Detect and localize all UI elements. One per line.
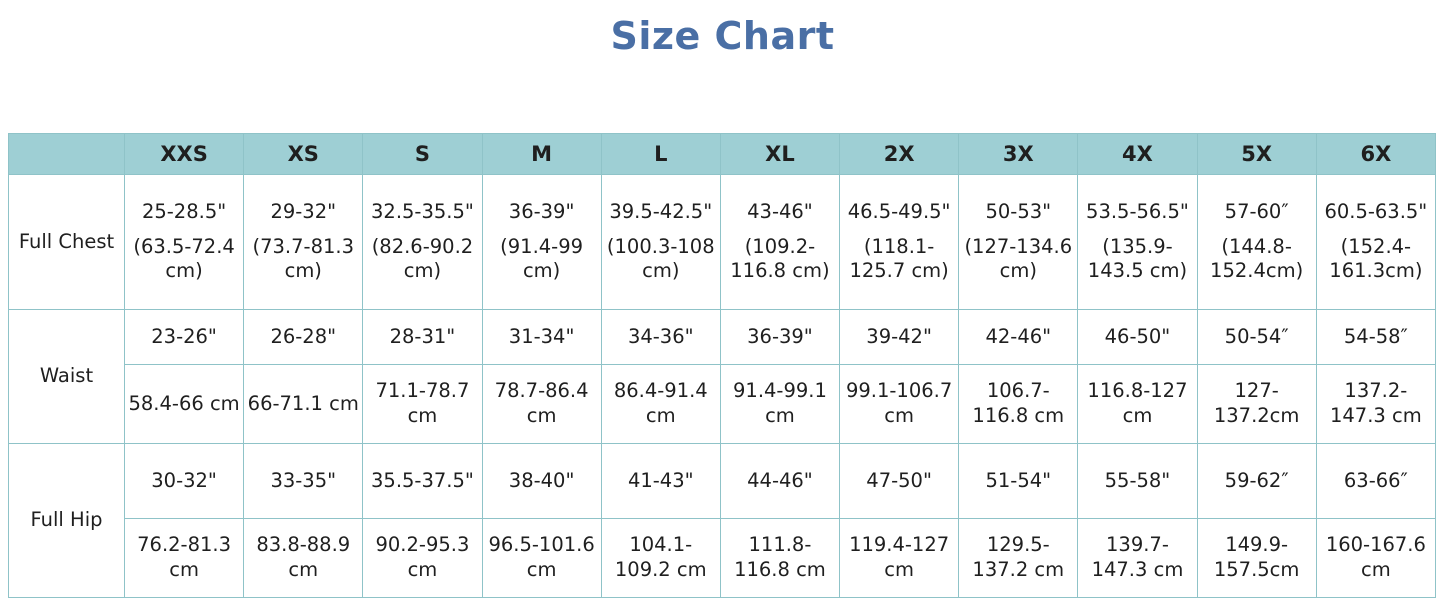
cell-value-cm: (127-134.6 cm) <box>964 234 1073 283</box>
cell-full-hip-s-cm: 90.2-95.3 cm <box>363 519 482 598</box>
cell-full-hip-xs-cm: 83.8-88.9 cm <box>244 519 363 598</box>
cell-full-chest-3x <box>959 175 1078 310</box>
cell-waist-2x-inches: 39-42" <box>840 310 959 365</box>
cell-spacer <box>128 225 240 235</box>
cell-value-inches: 43-46" <box>747 199 813 223</box>
cell-spacer <box>1201 225 1313 235</box>
cell-value-inches: 36-39" <box>508 199 575 223</box>
cell-value-inches: 32.5-35.5" <box>371 199 474 223</box>
row-label-waist: Waist <box>9 310 125 444</box>
cell-waist-4x-inches: 46-50" <box>1078 310 1197 365</box>
cell-spacer <box>1081 225 1193 235</box>
cell-value-inches: 60.5-63.5" <box>1324 199 1428 223</box>
cell-full-hip-6x-inches: 63-66″ <box>1316 444 1435 519</box>
cell-full-hip-3x-cm: 129.5-137.2 cm <box>959 519 1078 598</box>
cell-full-chest-s <box>363 175 482 310</box>
cell-waist-m-cm: 78.7-86.4 cm <box>482 365 601 444</box>
size-chart-table-container <box>8 133 1436 598</box>
table-header <box>9 134 1436 175</box>
cell-value-cm: (73.7-81.3 cm) <box>252 234 354 283</box>
cell-value-cm: (82.6-90.2 cm) <box>371 234 474 283</box>
cell-waist-4x-cm: 116.8-127 cm <box>1078 365 1197 444</box>
cell-spacer <box>247 225 359 235</box>
cell-full-hip-xl-inches: 44-46" <box>720 444 839 519</box>
cell-waist-s-inches: 28-31" <box>363 310 482 365</box>
cell-value-cm: (118.1-125.7 cm) <box>849 234 949 283</box>
cell-waist-l-cm: 86.4-91.4 cm <box>601 365 720 444</box>
cell-full-chest-xs <box>244 175 363 310</box>
cell-full-hip-4x-inches: 55-58" <box>1078 444 1197 519</box>
table-row <box>9 310 1436 365</box>
cell-value-cm: (144.8-152.4cm) <box>1210 234 1304 283</box>
cell-value-cm: (100.3-108 cm) <box>606 234 715 283</box>
column-header-m: M <box>482 134 601 175</box>
column-header-xs: XS <box>244 134 363 175</box>
cell-full-hip-l-inches: 41-43" <box>601 444 720 519</box>
table-row <box>9 444 1436 519</box>
row-label-full-hip: Full Hip <box>9 444 125 598</box>
cell-value-inches: 50-53" <box>985 199 1052 223</box>
cell-waist-5x-cm: 127-137.2cm <box>1197 365 1316 444</box>
cell-full-hip-5x-cm: 149.9-157.5cm <box>1197 519 1316 598</box>
table-row <box>9 365 1436 444</box>
cell-full-hip-3x-inches: 51-54" <box>959 444 1078 519</box>
table-body <box>9 175 1436 598</box>
cell-spacer <box>366 225 478 235</box>
cell-waist-6x-inches: 54-58″ <box>1316 310 1435 365</box>
cell-value-cm: (135.9-143.5 cm) <box>1087 234 1188 283</box>
cell-full-chest-5x <box>1197 175 1316 310</box>
cell-waist-xxs-cm: 58.4-66 cm <box>125 365 244 444</box>
cell-full-chest-2x <box>840 175 959 310</box>
cell-waist-xxs-inches: 23-26" <box>125 310 244 365</box>
cell-waist-l-inches: 34-36" <box>601 310 720 365</box>
cell-full-chest-l <box>601 175 720 310</box>
cell-waist-2x-cm: 99.1-106.7 cm <box>840 365 959 444</box>
table-row <box>9 519 1436 598</box>
cell-full-hip-2x-cm: 119.4-127 cm <box>840 519 959 598</box>
row-label-full-chest: Full Chest <box>9 175 125 310</box>
table-header-row <box>9 134 1436 175</box>
cell-full-chest-xxs <box>125 175 244 310</box>
cell-spacer <box>724 225 836 235</box>
cell-waist-xl-cm: 91.4-99.1 cm <box>720 365 839 444</box>
cell-value-cm: (91.4-99 cm) <box>500 234 584 283</box>
size-chart-table <box>8 133 1436 598</box>
cell-full-chest-xl <box>720 175 839 310</box>
cell-value-cm: (109.2-116.8 cm) <box>730 234 830 283</box>
cell-value-inches: 53.5-56.5" <box>1086 199 1189 223</box>
cell-full-hip-s-inches: 35.5-37.5" <box>363 444 482 519</box>
column-header-s: S <box>363 134 482 175</box>
cell-full-hip-2x-inches: 47-50" <box>840 444 959 519</box>
cell-waist-xl-inches: 36-39" <box>720 310 839 365</box>
cell-waist-3x-cm: 106.7-116.8 cm <box>959 365 1078 444</box>
column-header-6x: 6X <box>1316 134 1435 175</box>
cell-full-hip-l-cm: 104.1-109.2 cm <box>601 519 720 598</box>
cell-full-chest-4x <box>1078 175 1197 310</box>
cell-waist-m-inches: 31-34" <box>482 310 601 365</box>
cell-value-cm: (63.5-72.4 cm) <box>133 234 235 283</box>
column-header-xxs: XXS <box>125 134 244 175</box>
cell-value-inches: 29-32" <box>270 199 337 223</box>
cell-full-hip-4x-cm: 139.7-147.3 cm <box>1078 519 1197 598</box>
cell-value-inches: 46.5-49.5" <box>847 199 951 223</box>
cell-full-hip-xs-inches: 33-35" <box>244 444 363 519</box>
cell-spacer <box>486 225 598 235</box>
column-header-l: L <box>601 134 720 175</box>
cell-value-inches: 57-60″ <box>1224 199 1289 223</box>
cell-spacer <box>962 225 1074 235</box>
cell-spacer <box>605 225 717 235</box>
page-title: Size Chart <box>610 14 835 58</box>
cell-full-hip-xl-cm: 111.8-116.8 cm <box>720 519 839 598</box>
cell-full-hip-6x-cm: 160-167.6 cm <box>1316 519 1435 598</box>
cell-spacer <box>843 225 955 235</box>
column-header-5x: 5X <box>1197 134 1316 175</box>
table-corner-cell <box>9 134 125 175</box>
cell-full-hip-xxs-inches: 30-32" <box>125 444 244 519</box>
cell-waist-5x-inches: 50-54″ <box>1197 310 1316 365</box>
cell-waist-xs-cm: 66-71.1 cm <box>244 365 363 444</box>
column-header-4x: 4X <box>1078 134 1197 175</box>
cell-waist-xs-inches: 26-28" <box>244 310 363 365</box>
cell-full-hip-xxs-cm: 76.2-81.3 cm <box>125 519 244 598</box>
cell-full-hip-m-inches: 38-40" <box>482 444 601 519</box>
cell-waist-3x-inches: 42-46" <box>959 310 1078 365</box>
column-header-2x: 2X <box>840 134 959 175</box>
column-header-3x: 3X <box>959 134 1078 175</box>
table-row <box>9 175 1436 310</box>
column-header-xl: XL <box>720 134 839 175</box>
cell-full-hip-m-cm: 96.5-101.6 cm <box>482 519 601 598</box>
cell-value-cm: (152.4-161.3cm) <box>1329 234 1423 283</box>
cell-full-hip-5x-inches: 59-62″ <box>1197 444 1316 519</box>
cell-value-inches: 39.5-42.5" <box>609 199 713 223</box>
cell-full-chest-6x <box>1316 175 1435 310</box>
cell-spacer <box>1320 225 1432 235</box>
cell-waist-6x-cm: 137.2-147.3 cm <box>1316 365 1435 444</box>
cell-waist-s-cm: 71.1-78.7 cm <box>363 365 482 444</box>
cell-value-inches: 25-28.5" <box>141 199 227 223</box>
cell-full-chest-m <box>482 175 601 310</box>
